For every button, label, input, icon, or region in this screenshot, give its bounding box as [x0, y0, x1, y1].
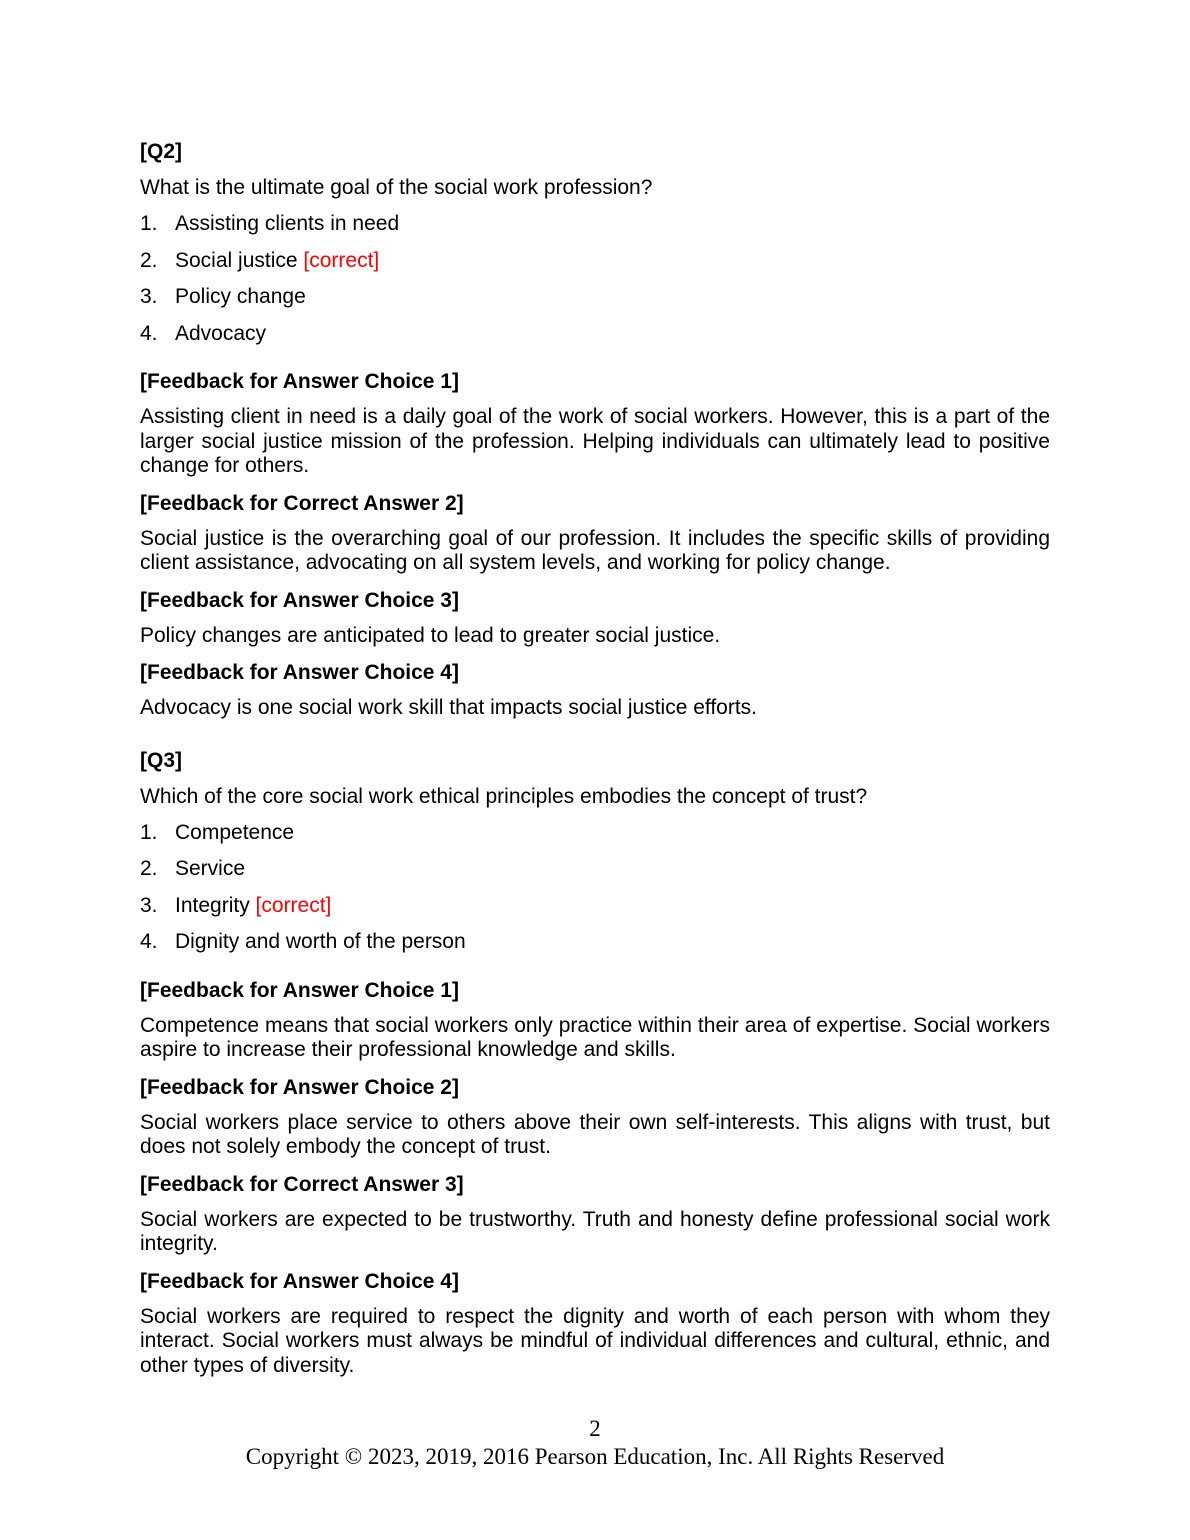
answer-option	[140, 211, 1050, 237]
feedback-text: Competence means that social workers only practice within their area of expertise. Social workers aspire to increase their professional knowledge and skills.	[140, 1013, 1050, 1061]
feedback-block	[140, 369, 1050, 479]
question-q2	[140, 139, 1050, 721]
feedback-title: [Feedback for Answer Choice 1]	[140, 978, 459, 1002]
feedback-title: [Feedback for Correct Answer 3]	[140, 1172, 464, 1196]
feedback-title: [Feedback for Answer Choice 3]	[140, 588, 459, 612]
question-label: [Q2]	[140, 140, 182, 163]
feedback-title: [Feedback for Correct Answer 2]	[140, 491, 464, 515]
answer-options	[140, 211, 1050, 347]
option-text: Assisting clients in need	[175, 212, 400, 235]
answer-option	[140, 856, 1050, 882]
correct-marker: [correct]	[255, 893, 332, 917]
option-text: Integrity	[175, 893, 250, 917]
option-number: 1.	[140, 212, 158, 235]
option-text: Advocacy	[175, 321, 267, 345]
option-number: 1.	[140, 820, 158, 844]
answer-option	[140, 820, 1050, 846]
feedback-title: [Feedback for Answer Choice 4]	[140, 661, 459, 684]
correct-marker: [correct]	[303, 248, 380, 272]
feedback-title: [Feedback for Answer Choice 4]	[140, 1269, 459, 1293]
feedback-block	[140, 491, 1050, 576]
feedback-title: [Feedback for Answer Choice 1]	[140, 370, 459, 393]
feedback-text: Social workers are required to respect the dignity and worth of each person with whom they interact. Social workers must always be mindful of individual differences and cultural, ethnic, and other types of diversity.	[140, 1304, 1050, 1377]
feedback-text: Social workers are expected to be trustworthy. Truth and honesty define professional social work integrity.	[140, 1207, 1050, 1255]
feedback-block	[140, 588, 1050, 649]
copyright-notice: Copyright © 2023, 2019, 2016 Pearson Education, Inc. All Rights Reserved	[245, 1444, 945, 1469]
document-page	[140, 139, 1050, 1390]
feedback-text: Social justice is the overarching goal of our profession. It includes the specific skills of providing client assistance, advocating on all system levels, and working for policy change.	[140, 526, 1050, 574]
answer-option	[140, 248, 1050, 274]
feedback-block	[140, 1172, 1050, 1257]
feedback-block	[140, 1269, 1050, 1379]
feedback-text: Assisting client in need is a daily goal of the work of social workers. However, this is a part of the larger social justice mission of the profession. Helping individuals can ultimately lead to positive change for others.	[140, 405, 1050, 477]
option-text: Service	[175, 857, 246, 880]
feedback-block	[140, 660, 1050, 721]
question-stem: What is the ultimate goal of the social work profession?	[140, 176, 653, 199]
page-number: 2	[589, 1416, 601, 1441]
option-text: Competence	[175, 820, 295, 844]
option-text: Social justice	[175, 248, 298, 272]
option-number: 3.	[140, 285, 158, 308]
feedback-block	[140, 1075, 1050, 1160]
option-number: 4.	[140, 321, 158, 345]
answer-option	[140, 321, 1050, 347]
option-number: 3.	[140, 893, 158, 917]
feedback-title: [Feedback for Answer Choice 2]	[140, 1075, 459, 1099]
feedback-text: Policy changes are anticipated to lead to greater social justice.	[140, 623, 721, 647]
question-q3	[140, 748, 1050, 1379]
option-text: Policy change	[175, 285, 306, 308]
feedback-text: Social workers place service to others above their own self-interests. This aligns with trust, but does not solely embody the concept of trust.	[140, 1110, 1050, 1158]
question-label: [Q3]	[140, 748, 182, 772]
feedback-block	[140, 978, 1050, 1063]
option-number: 2.	[140, 857, 158, 880]
answer-option	[140, 929, 1050, 955]
question-stem: Which of the core social work ethical principles embodies the concept of trust?	[140, 784, 868, 808]
option-number: 2.	[140, 248, 158, 272]
answer-options	[140, 820, 1050, 956]
feedback-text: Advocacy is one social work skill that impacts social justice efforts.	[140, 696, 758, 719]
option-number: 4.	[140, 930, 158, 953]
answer-option	[140, 893, 1050, 919]
option-text: Dignity and worth of the person	[175, 930, 466, 953]
answer-option	[140, 284, 1050, 310]
